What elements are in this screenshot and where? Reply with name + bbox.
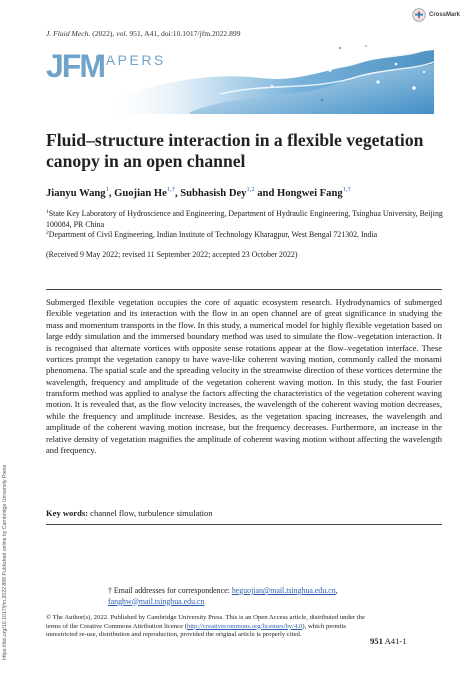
crossmark-label: CrossMark (429, 12, 461, 18)
affiliation-number: 1 (46, 209, 49, 215)
keywords-label: Key words: (46, 508, 89, 518)
author-affiliation-mark[interactable]: 1,2 (246, 186, 255, 193)
page-number (370, 636, 407, 646)
page-article-id: A41-1 (384, 636, 407, 646)
author-affiliation-mark[interactable]: 1 (105, 186, 109, 193)
jfm-logo: JFM (46, 48, 104, 84)
doi-side-note[interactable]: https://doi.org/10.1017/jfm.2022.899 Published online by Cambridge University Press (2, 464, 8, 660)
author-name: Guojian He (114, 188, 167, 199)
license-link[interactable]: http://creativecommons.org/licenses/by/4.0 (186, 622, 303, 630)
citation-details: 951, A41, doi:10.1017/jfm.2022.899 (129, 29, 241, 38)
author-separator: , (174, 188, 181, 199)
received-dates: (Received 9 May 2022; revised 11 September 2022; accepted 23 October 2022) (46, 250, 298, 259)
abstract-bottom-rule (46, 524, 442, 525)
author-affiliation-mark[interactable]: 1,† (166, 186, 175, 193)
citation-vol-label: vol. (116, 29, 128, 38)
crossmark-icon (412, 8, 426, 22)
email-separator: , (335, 586, 338, 595)
license-text: © The Author(s), 2022. Published by Cambridge University Press. This is an Open Access article, distributed under the terms of the Creative Commons Attribution licence ( (46, 614, 365, 630)
paper-title: Fluid–structure interaction in a flexible vegetation canopy in an open channel (46, 130, 424, 171)
email-link[interactable]: heguojian@mail.tsinghua.edu.cn (231, 586, 336, 595)
affiliation-text: Department of Civil Engineering, Indian Institute of Technology Kharagpur, West Bengal 721302, India (48, 230, 378, 239)
journal-name: J. Fluid Mech. (46, 29, 91, 38)
abstract-top-rule (46, 289, 442, 290)
keywords-list: channel flow, turbulence simulation (90, 508, 213, 518)
correspondence-note (108, 586, 448, 607)
citation-line (46, 29, 241, 38)
page-volume: 951 (370, 636, 383, 646)
affiliation-number: 2 (46, 230, 49, 236)
author-name: Jianyu Wang (46, 188, 106, 199)
author-list (46, 186, 351, 199)
author-name: Hongwei Fang (277, 188, 343, 199)
abstract-text: Submerged flexible vegetation occupies the core of aquatic ecosystem research. Hydrodynamics of submerged flexible vegetation and its interaction with the flow in an open channel are of great significance in studying the mass and momentum transports in the flow. In this study, a numerical model for highly flexible vegetation based on large eddy simulation and the immersed boundary method was used to simulate the flow–vegetation interaction. It is recognised that alternate vortices with opposite sense rotations appear at the flow–vegetation interface. These vortices prompt the vegetation canopy to have wave-like coherent waving motion, commonly called the monami phenomena. The spatial scale and the spreading velocity in the streamwise direction of these vortices determine the wavelength, frequency and amplitude of the vegetation coherent waving motion. In this study, the fast Fourier transform method was applied to analyse the factors affecting the characteristics of the vegetation coherent waving motion. It is revealed that, as the flow velocity increases, the wavelength of the coherent waving motion decreases, while the frequency and amplitude increase. Besides, as the vegetation spacing increases, the wavelength and amplitude of the coherent waving motion increase, but the frequency decreases. Furthermore, an increase in the relative density of vegetation magnifies the amplitude of coherent waving motion without affecting the wavelength and frequency. (46, 297, 442, 455)
author-name: Subhasish Dey (180, 188, 247, 199)
correspondence-label: † Email addresses for correspondence: (108, 586, 230, 595)
author-separator: and (254, 188, 277, 199)
author-separator: , (108, 188, 115, 199)
email-link[interactable]: fanghw@mail.tsinghua.edu.cn (108, 596, 205, 606)
keywords-line (46, 508, 213, 518)
citation-year: (2022), (92, 29, 115, 38)
section-label: PAPERS (95, 52, 166, 68)
affiliation (46, 207, 446, 230)
license-text-end: ), which permits unrestricted re-use, distribution and reproduction, provided the original article is properly cited. (46, 622, 347, 639)
crossmark-badge[interactable] (412, 8, 460, 22)
affiliation (46, 228, 446, 241)
license-notice (46, 614, 366, 640)
affiliation-text: State Key Laboratory of Hydroscience and Engineering, Department of Hydraulic Engineering, Tsinghua University, Beijing 100084, PR China (46, 209, 443, 229)
author-affiliation-mark[interactable]: 1,† (342, 186, 351, 193)
